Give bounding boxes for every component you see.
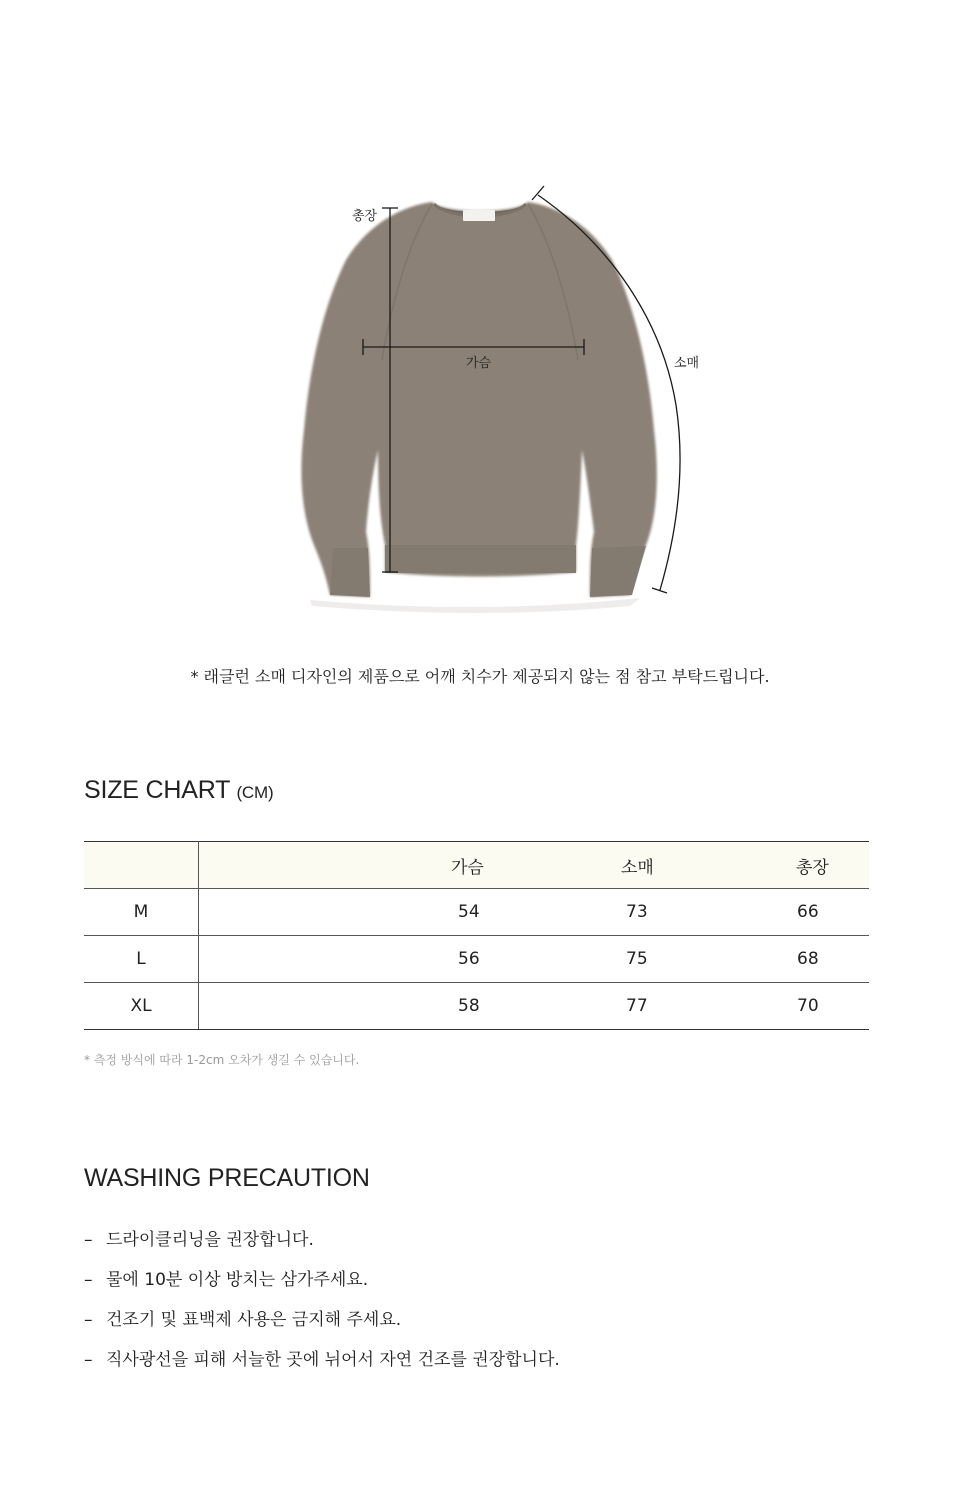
- sleeve-cell: [621, 983, 796, 1030]
- length-value: 68: [797, 949, 819, 969]
- chest-value: 54: [458, 902, 480, 922]
- bullet-dash: –: [84, 1230, 93, 1250]
- chest-cell: [199, 889, 622, 936]
- size-chart-unit: (CM): [236, 783, 274, 802]
- sleeve-value: 73: [626, 902, 648, 922]
- washing-title: WASHING PRECAUTION: [84, 1164, 370, 1192]
- chest-cell: [199, 936, 622, 983]
- table-row: [84, 983, 869, 1030]
- table-row: [84, 889, 869, 936]
- length-value: 70: [797, 996, 819, 1016]
- sleeve-value: 75: [626, 949, 648, 969]
- washing-item-text: 건조기 및 표백제 사용은 금지해 주세요.: [106, 1310, 402, 1330]
- list-item: [84, 1265, 560, 1305]
- list-item: [84, 1225, 560, 1265]
- chest-label: 가슴: [466, 356, 492, 371]
- header-chest-text: 가슴: [451, 857, 484, 878]
- header-length-text: 총장: [796, 857, 829, 878]
- table-row: [84, 936, 869, 983]
- header-length: [796, 842, 869, 889]
- washing-item-text: 물에 10분 이상 방치는 삼가주세요.: [106, 1270, 369, 1290]
- length-cell: [796, 983, 869, 1030]
- bullet-dash: –: [84, 1310, 93, 1330]
- header-chest: [199, 842, 622, 889]
- chest-value: 58: [458, 996, 480, 1016]
- size-chart-title: [84, 776, 273, 805]
- chest-value: 56: [458, 949, 480, 969]
- header-sleeve: [621, 842, 796, 889]
- washing-item-text: 드라이클리닝을 권장합니다.: [106, 1230, 314, 1250]
- header-sleeve-text: 소매: [621, 857, 654, 878]
- sleeve-cell: [621, 936, 796, 983]
- washing-list: [84, 1225, 560, 1385]
- sweater-shape: [301, 202, 656, 597]
- sleeve-label: 소매: [674, 356, 700, 371]
- header-size: [84, 842, 199, 889]
- neck-label-tag: [463, 210, 495, 221]
- size-cell: M: [84, 889, 199, 936]
- raglan-note: * 래글런 소매 디자인의 제품으로 어깨 치수가 제공되지 않는 점 참고 부탁드립니다.: [190, 667, 770, 686]
- washing-item-text: 직사광선을 피해 서늘한 곳에 뉘어서 자연 건조를 권장합니다.: [106, 1350, 560, 1370]
- list-item: [84, 1345, 560, 1385]
- sweater-illustration: [0, 0, 960, 640]
- length-cell: [796, 889, 869, 936]
- bullet-dash: –: [84, 1270, 93, 1290]
- length-value: 66: [797, 902, 819, 922]
- size-chart-title-text: SIZE CHART: [84, 776, 230, 804]
- sleeve-cell: [621, 889, 796, 936]
- bullet-dash: –: [84, 1350, 93, 1370]
- size-chart-table: [84, 841, 869, 1030]
- sweater-measurement-figure: [0, 0, 960, 640]
- sleeve-value: 77: [626, 996, 648, 1016]
- size-cell: L: [84, 936, 199, 983]
- measurement-note: * 측정 방식에 따라 1-2cm 오차가 생길 수 있습니다.: [84, 1053, 360, 1067]
- length-label: 총장: [352, 209, 378, 224]
- length-cell: [796, 936, 869, 983]
- list-item: [84, 1305, 560, 1345]
- chest-cell: [199, 983, 622, 1030]
- size-cell: XL: [84, 983, 199, 1030]
- size-chart-header-row: [84, 842, 869, 889]
